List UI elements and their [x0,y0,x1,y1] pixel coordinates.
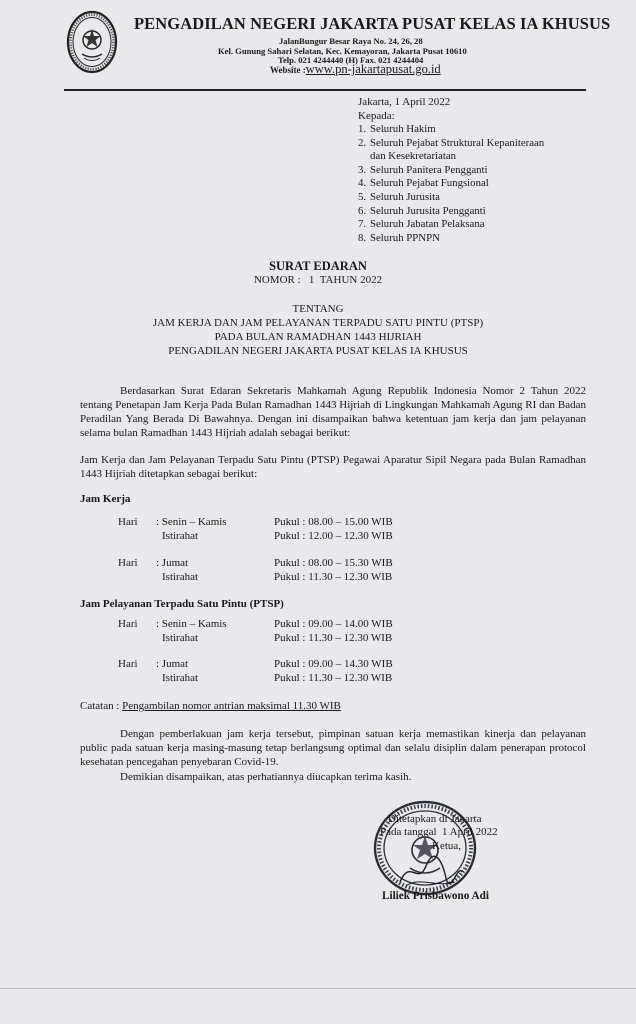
list-item: 3. Seluruh Panitera Pengganti [358,163,488,176]
letterhead-address: JalanBungur Besar Raya No. 24, 26, 28 [279,36,423,46]
list-item: 8. Seluruh PPNPN [358,231,440,244]
list-item: 5. Seluruh Jurusita [358,190,440,203]
subject-line-2: PADA BULAN RAMADHAN 1443 HIJRIAH [214,331,422,343]
list-item: dan Kesekretariatan [370,150,457,163]
subject-line-3: PENGADILAN NEGERI JAKARTA PUSAT KELAS IA KHUSUS [168,345,468,357]
paragraph-2: Jam Kerja dan Jam Pelayanan Terpadu Satu Pintu (PTSP) Pegawai Aparatur Sipil Negara pada Bulan Ramadhan 1443 Hijriah ditetapkan sebagai berikut: [80,454,586,480]
table-row: Hari : Senin – Kamis Pukul : 08.00 – 15.00 WIB [118,516,393,528]
letterhead-rule [64,89,586,91]
signatory-name: Liliek Prisbawono Adi [382,890,489,902]
letterhead-title: PENGADILAN NEGERI JAKARTA PUSAT KELAS IA KHUSUS [134,14,611,33]
kepada-label: Kepada: [358,110,395,122]
catatan-label: Catatan : [80,700,120,712]
paragraph-1: Berdasarkan Surat Edaran Sekretaris Mahkamah Agung Republik Indonesia Nomor 2 Tahun 2022 tentang Penetapan Jam Kerja Pada Bulan Ramadhan 1443 Hijriah di Lingkungan Mahkamah Agung RI dan Badan Peradilan Yang Berada Di Bawahnya. Dengan ini disampaikan bahwa ketentuan jam kerja dan jam pelayanan selama bulan Ramadhan 1443 Hijriah adalah sebagai berikut: [80,385,586,439]
paragraph-4: Demikian disampaikan, atas perhatiannya diucapkan terima kasih. [120,771,412,783]
list-item: 1. Seluruh Hakim [358,123,436,135]
page-bottom-edge [0,988,636,989]
signature-role: Ketua, [432,840,462,852]
website-label: Website : [270,65,306,75]
paragraph-3: Dengan pemberlakuan jam kerja tersebut, pimpinan satuan kerja memastikan kinerja dan pelayanan public pada satuan kerja masing-masung tetap berlangsung optimal dan selalu disiplin dalam penerapan protocol kesehatan pencegahan penyebaran Covid-19. [80,728,586,768]
doc-type: SURAT EDARAN [269,259,367,273]
jam-kerja-heading: Jam Kerja [80,493,131,505]
letterhead-phone: Telp. 021 4244440 (H) Fax. 021 4244404 [278,55,424,65]
doc-number: NOMOR : 1 TAHUN 2022 [253,274,383,286]
letterhead-website [270,62,441,77]
table-row: Hari : Jumat Pukul : 08.00 – 15.30 WIB [118,557,393,569]
list-item: 6. Seluruh Jurusita Pengganti [358,204,486,217]
signature-date: Pada tanggal 1 April 2022 [380,826,498,838]
table-row: Hari : Jumat Pukul : 09.00 – 14.30 WIB [118,658,393,670]
signature-place: Ditetapkan di Jakarta [388,813,482,825]
letterhead-district: Kel. Gunung Sahari Selatan, Kec. Kemayoran, Jakarta Pusat 10610 [218,46,467,56]
list-item: 2. Seluruh Pejabat Struktural Kepaniteraan [358,136,545,149]
subject-line-1: JAM KERJA DAN JAM PELAYANAN TERPADU SATU PINTU (PTSP) [152,317,484,329]
date-line: Jakarta, 1 April 2022 [358,96,451,108]
website-link[interactable]: www.pn-jakartapusat.go.id [305,62,441,76]
jam-ptsp-heading: Jam Pelayanan Terpadu Satu Pintu (PTSP) [80,598,284,610]
tentang-label: TENTANG [292,303,344,315]
catatan-note [80,699,341,713]
list-item: 7. Seluruh Jabatan Pelaksana [358,218,485,231]
list-item: 4. Seluruh Pejabat Fungsional [358,177,489,190]
table-row: Hari : Senin – Kamis Pukul : 09.00 – 14.00 WIB [118,618,393,630]
catatan-text: Pengambilan nomor antrian maksimal 11.30 WIB [122,700,341,712]
recipient-list [358,123,544,245]
court-seal-logo [66,10,118,74]
